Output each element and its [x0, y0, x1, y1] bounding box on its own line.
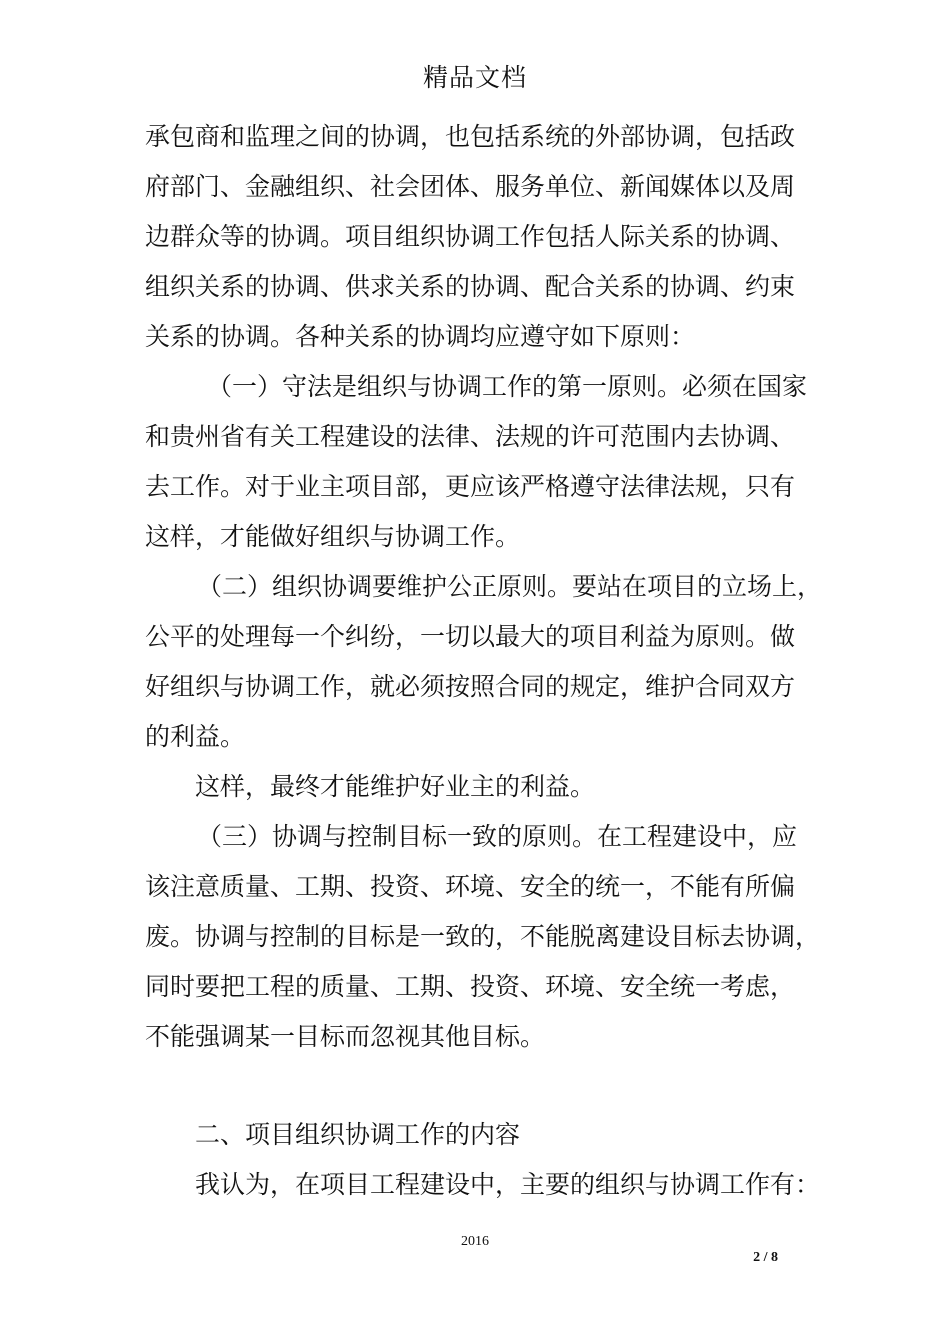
text-line: 同时要把工程的质量、工期、投资、环境、安全统一考虑， [145, 972, 796, 1001]
paragraph-start: 这样，最终才能维护好业主的利益。 [195, 772, 596, 801]
footer-year: 2016 [461, 1234, 489, 1249]
text-line: 这样，才能做好组织与协调工作。 [145, 522, 521, 551]
text-line: 承包商和监理之间的协调，也包括系统的外部协调，包括政 [145, 122, 796, 151]
text-line: 府部门、金融组织、社会团体、服务单位、新闻媒体以及周 [145, 172, 796, 201]
page-number: 2 / 8 [753, 1250, 778, 1265]
text-line: 不能强调某一目标而忽视其他目标。 [145, 1022, 546, 1051]
paragraph-start: （一）守法是组织与协调工作的第一原则。必须在国家 [207, 372, 808, 401]
text-line: 公平的处理每一个纠纷，一切以最大的项目利益为原则。做 [145, 622, 796, 651]
text-line: 该注意质量、工期、投资、环境、安全的统一，不能有所偏 [145, 872, 796, 901]
page-header: 精品文档 [422, 63, 527, 92]
text-line: 的利益。 [145, 722, 246, 751]
text-line: 去工作。对于业主项目部，更应该严格遵守法律法规，只有 [145, 472, 796, 501]
paragraph-start: （三）协调与控制目标一致的原则。在工程建设中，应 [197, 822, 798, 851]
body-text [145, 112, 823, 1210]
text-line: 边群众等的协调。项目组织协调工作包括人际关系的协调、 [145, 222, 796, 251]
paragraph-start: 我认为，在项目工程建设中，主要的组织与协调工作有： [195, 1170, 821, 1199]
text-line: 废。协调与控制的目标是一致的，不能脱离建设目标去协调， [145, 922, 821, 951]
section-heading: 二、项目组织协调工作的内容 [195, 1120, 521, 1149]
text-line: 和贵州省有关工程建设的法律、法规的许可范围内去协调、 [145, 422, 796, 451]
paragraph-gap [145, 1062, 815, 1110]
text-line: 好组织与协调工作，就必须按照合同的规定，维护合同双方 [145, 672, 796, 701]
text-line: 关系的协调。各种关系的协调均应遵守如下原则： [145, 322, 696, 351]
paragraph-start: （二）组织协调要维护公正原则。要站在项目的立场上， [197, 572, 823, 601]
text-line: 组织关系的协调、供求关系的协调、配合关系的协调、约束 [145, 272, 796, 301]
